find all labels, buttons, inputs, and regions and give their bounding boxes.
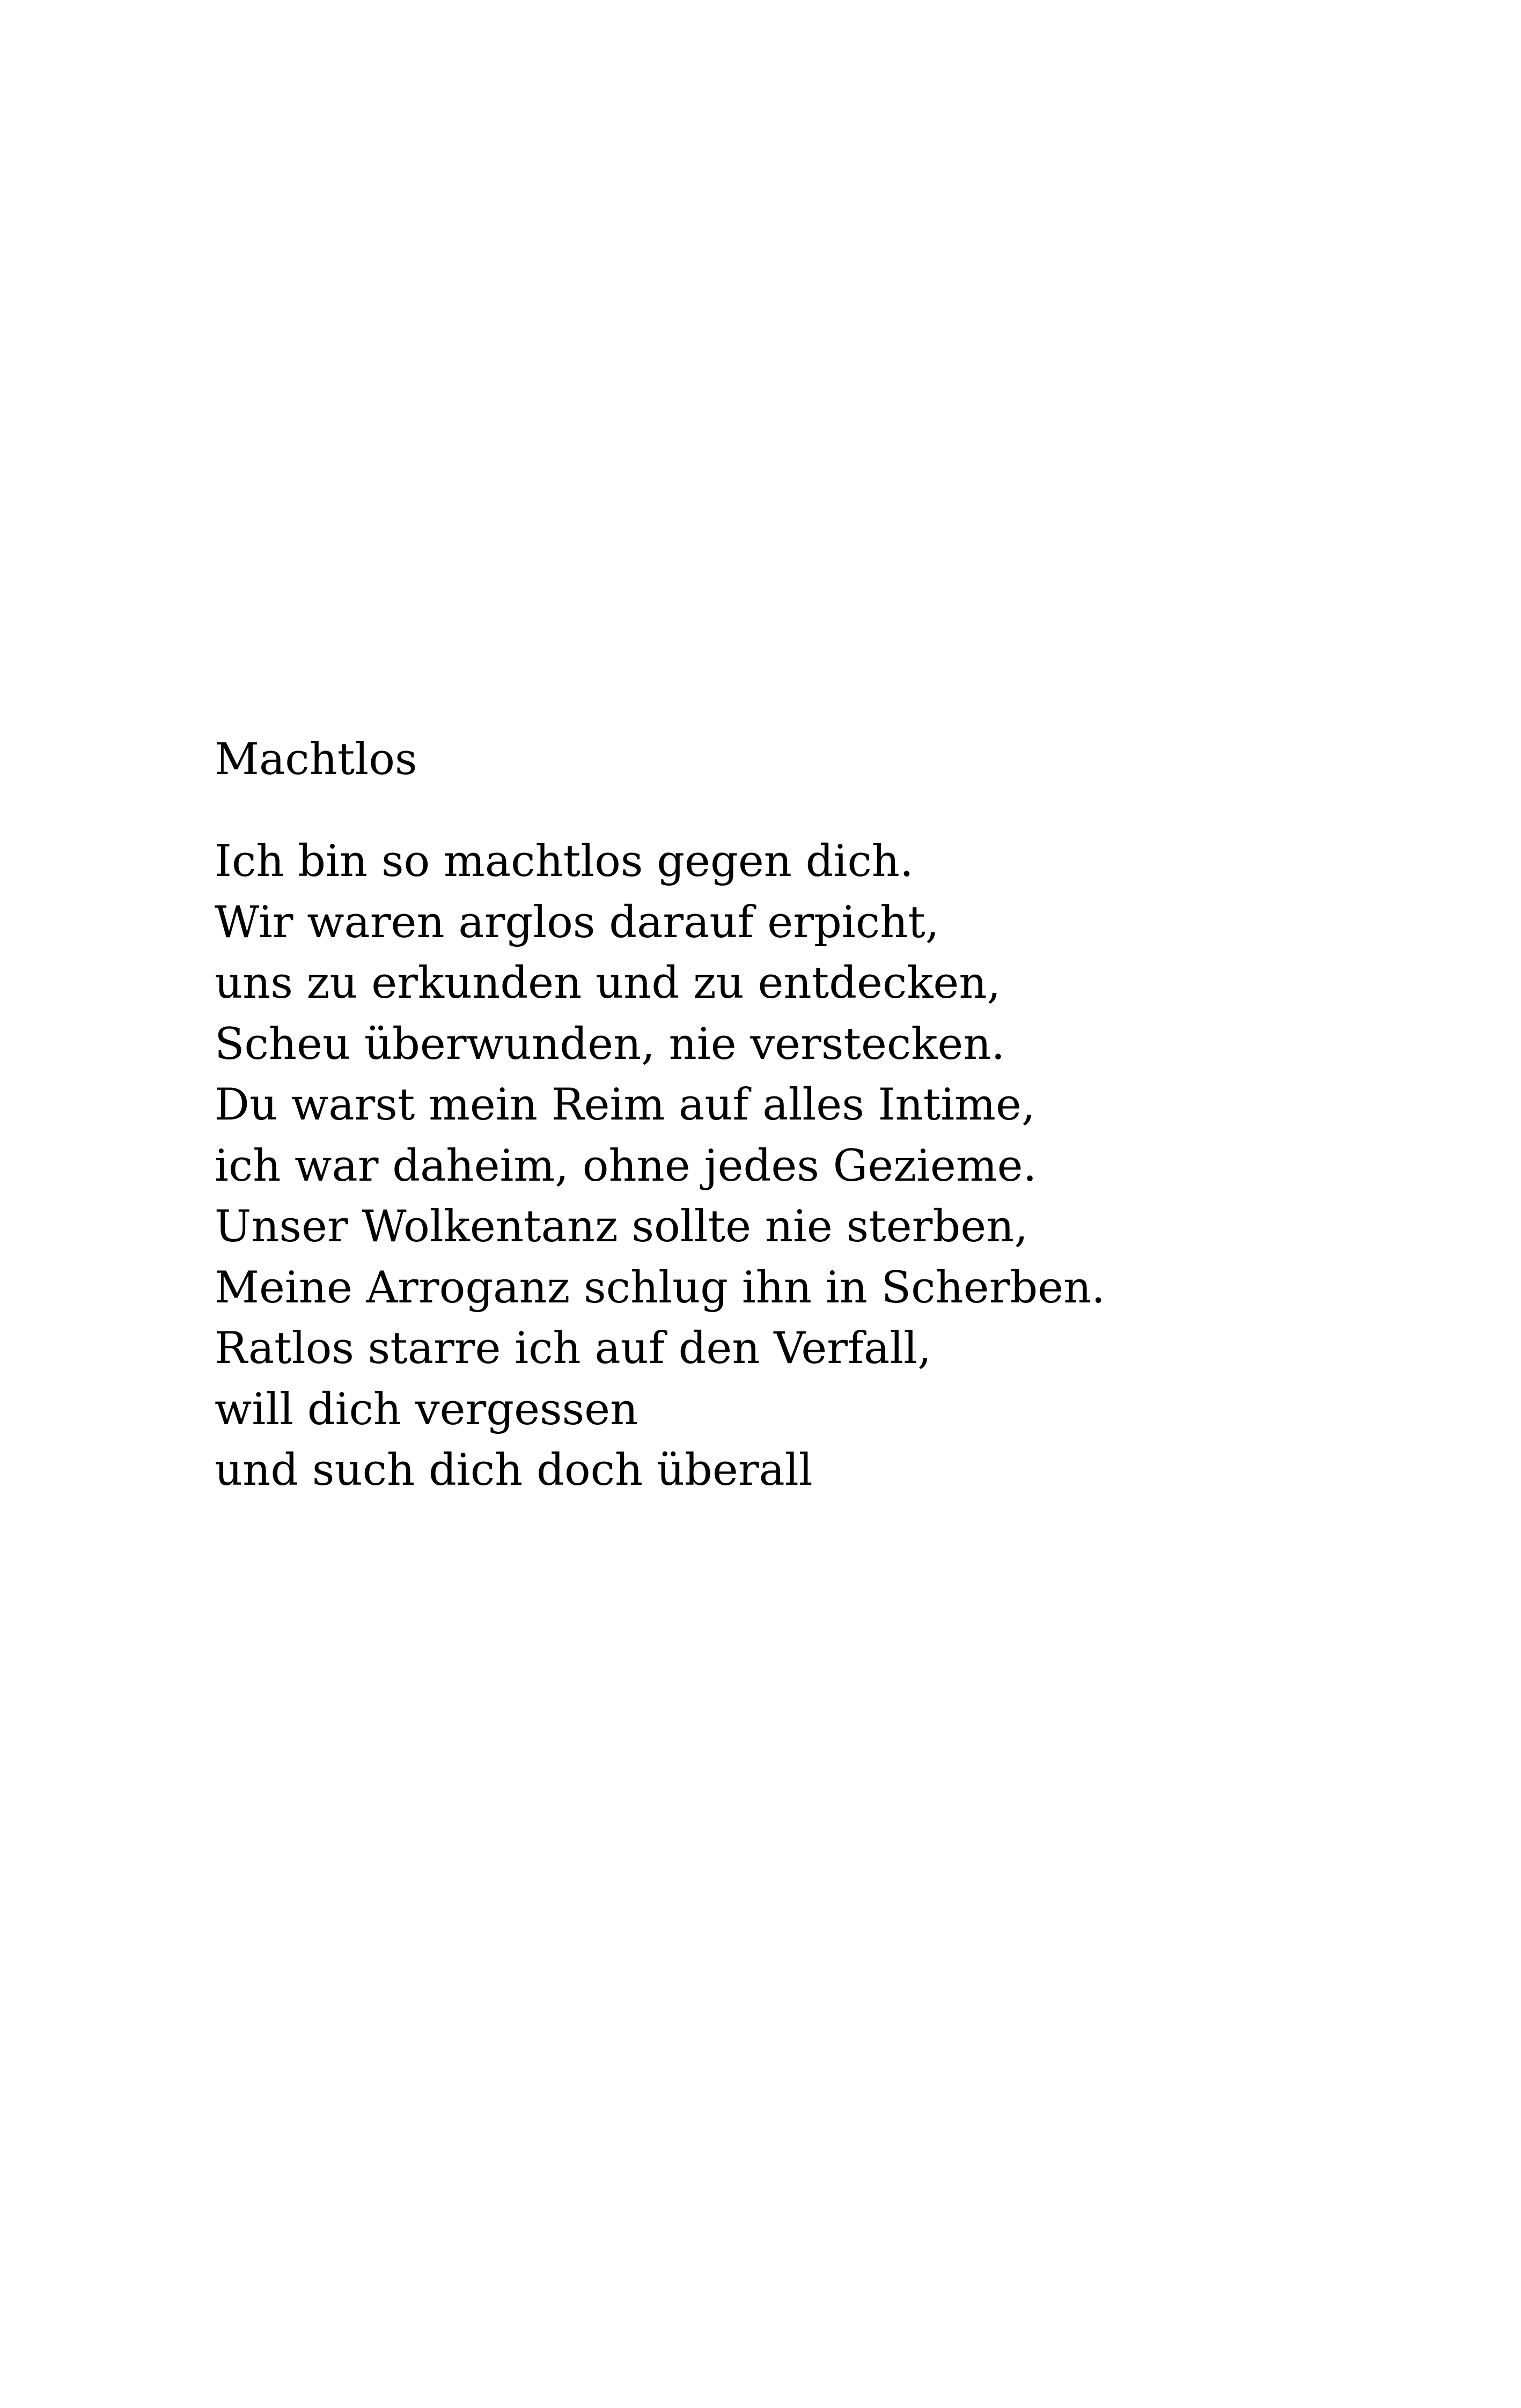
poem-line: uns zu erkunden und zu entdecken, (215, 958, 1001, 1008)
poem-line: Unser Wolkentanz sollte nie sterben, (215, 1202, 1028, 1252)
poem-line: Scheu überwunden, nie verstecken. (215, 1019, 1005, 1070)
poem-line: Meine Arroganz schlug ihn in Scherben. (215, 1262, 1106, 1313)
poem-body (215, 831, 1105, 1501)
poem-line: und such dich doch überall (215, 1445, 813, 1496)
poem-line: ich war daheim, ohne jedes Gezieme. (215, 1140, 1037, 1191)
poem-line: will dich vergessen (215, 1384, 638, 1435)
poem-title: Machtlos (215, 734, 417, 785)
poem-line: Ratlos starre ich auf den Verfall, (215, 1323, 931, 1374)
poem-line: Wir waren arglos darauf erpicht, (215, 897, 939, 948)
poem-line: Du warst mein Reim auf alles Intime, (215, 1080, 1035, 1130)
poem-line: Ich bin so machtlos gegen dich. (215, 836, 914, 887)
